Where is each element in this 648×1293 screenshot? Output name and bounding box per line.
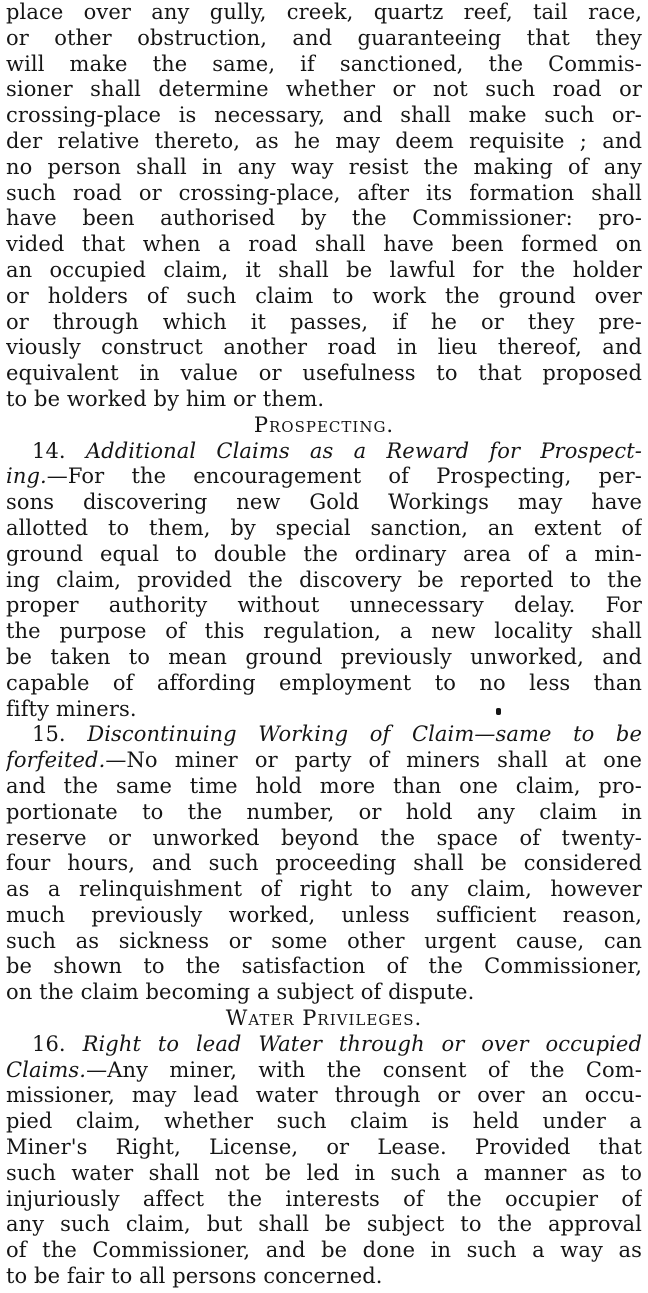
section-number: 16. bbox=[32, 1031, 66, 1056]
text-line: crossing-place is necessary, and shall make such or- bbox=[6, 103, 642, 128]
section-16 bbox=[6, 1032, 642, 1290]
text-line: will make the same, if sanctioned, the Commis- bbox=[6, 51, 642, 76]
text-line: such as sickness or some other urgent cause, can bbox=[6, 928, 642, 953]
text-line: equivalent in value or usefulness to that proposed bbox=[6, 361, 642, 386]
text-line: be taken to mean ground previously unworked, and bbox=[6, 644, 642, 669]
section-16-title-line bbox=[6, 1032, 642, 1058]
section-15-first-line bbox=[6, 748, 642, 774]
text-line: vided that when a road shall have been formed on bbox=[6, 232, 642, 257]
text-line: reserve or unworked beyond the space of twenty- bbox=[6, 825, 642, 850]
text-line: fifty miners. bbox=[6, 696, 137, 721]
text-line: four hours, and such proceeding shall be considered bbox=[6, 851, 642, 876]
heading-prospecting: Prospecting. bbox=[253, 412, 395, 437]
text-line: of the Commissioner, and be done in such a way as bbox=[6, 1238, 642, 1263]
section-13-continuation bbox=[6, 0, 642, 413]
text-line: proper authority without unnecessary delay. For bbox=[6, 593, 642, 618]
section-14-title-line bbox=[6, 439, 642, 465]
text-line: have been authorised by the Commissioner: pro- bbox=[6, 206, 642, 231]
section-text: —No miner or party of miners shall at one bbox=[105, 748, 642, 773]
text-line: as a relinquishment of right to any claim, however bbox=[6, 877, 642, 902]
text-line: be shown to the satisfaction of the Commissioner, bbox=[6, 954, 642, 979]
section-title-continued: forfeited. bbox=[6, 748, 106, 773]
heading-water-privileges: Water Privileges. bbox=[225, 1006, 423, 1031]
text-line: to be fair to all persons concerned. bbox=[6, 1264, 383, 1289]
text-line: or holders of such claim to work the ground over bbox=[6, 283, 642, 308]
text-line: an occupied claim, it shall be lawful for the holder bbox=[6, 257, 642, 282]
text-line: pied claim, whether such claim is held under a bbox=[6, 1109, 642, 1134]
section-text: —For the encouragement of Prospecting, per- bbox=[46, 464, 642, 489]
section-number: 15. bbox=[32, 722, 66, 747]
text-line: and the same time hold more than one claim, pro- bbox=[6, 773, 642, 798]
text-line: capable of affording employment to no less than bbox=[6, 670, 642, 695]
section-text: —Any miner, with the consent of the Com- bbox=[86, 1057, 642, 1082]
section-title: Right to lead Water through or over occupied bbox=[82, 1031, 642, 1056]
text-line: viously construct another road in lieu thereof, and bbox=[6, 335, 642, 360]
text-line: sons discovering new Gold Workings may have bbox=[6, 490, 642, 515]
text-line: portionate to the number, or hold any claim in bbox=[6, 799, 642, 824]
text-line: or other obstruction, and guaranteeing that they bbox=[6, 25, 642, 50]
text-line: much previously worked, unless sufficient reason, bbox=[6, 902, 642, 927]
section-15 bbox=[6, 722, 642, 1006]
section-title-continued: ing. bbox=[6, 464, 47, 489]
text-line: or through which it passes, if he or they pre- bbox=[6, 309, 642, 334]
section-title: Additional Claims as a Reward for Prospect- bbox=[85, 438, 642, 463]
text-line: any such claim, but shall be subject to the approval bbox=[6, 1212, 642, 1237]
text-line: such water shall not be led in such a manner as to bbox=[6, 1160, 642, 1185]
text-line: injuriously affect the interests of the occupier of bbox=[6, 1186, 642, 1211]
text-line: ground equal to double the ordinary area of a min- bbox=[6, 541, 642, 566]
section-15-title-line bbox=[6, 722, 642, 748]
text-line: to be worked by him or them. bbox=[6, 386, 325, 411]
section-14 bbox=[6, 439, 642, 723]
text-line: place over any gully, creek, quartz reef, tail race, bbox=[6, 0, 642, 24]
text-line: der relative thereto, as he may deem requisite ; and bbox=[6, 128, 642, 153]
text-line: no person shall in any way resist the making of any bbox=[6, 154, 642, 179]
section-14-first-line bbox=[6, 464, 642, 490]
text-line: allotted to them, by special sanction, an extent of bbox=[6, 515, 642, 540]
ink-speck bbox=[496, 708, 501, 715]
text-line: ing claim, provided the discovery be reported to the bbox=[6, 567, 642, 592]
text-line: missioner, may lead water through or over an occu- bbox=[6, 1083, 642, 1108]
text-line: on the claim becoming a subject of dispute. bbox=[6, 980, 475, 1005]
text-line: the purpose of this regulation, a new locality shall bbox=[6, 619, 642, 644]
section-16-first-line bbox=[6, 1058, 642, 1084]
text-line: such road or crossing-place, after its formation shall bbox=[6, 180, 642, 205]
text-line: sioner shall determine whether or not such road or bbox=[6, 77, 642, 102]
text-line: Miner's Right, License, or Lease. Provided that bbox=[6, 1135, 642, 1160]
section-title-continued: Claims. bbox=[6, 1057, 87, 1082]
section-title: Discontinuing Working of Claim—same to be bbox=[87, 722, 642, 747]
section-number: 14. bbox=[32, 438, 66, 463]
